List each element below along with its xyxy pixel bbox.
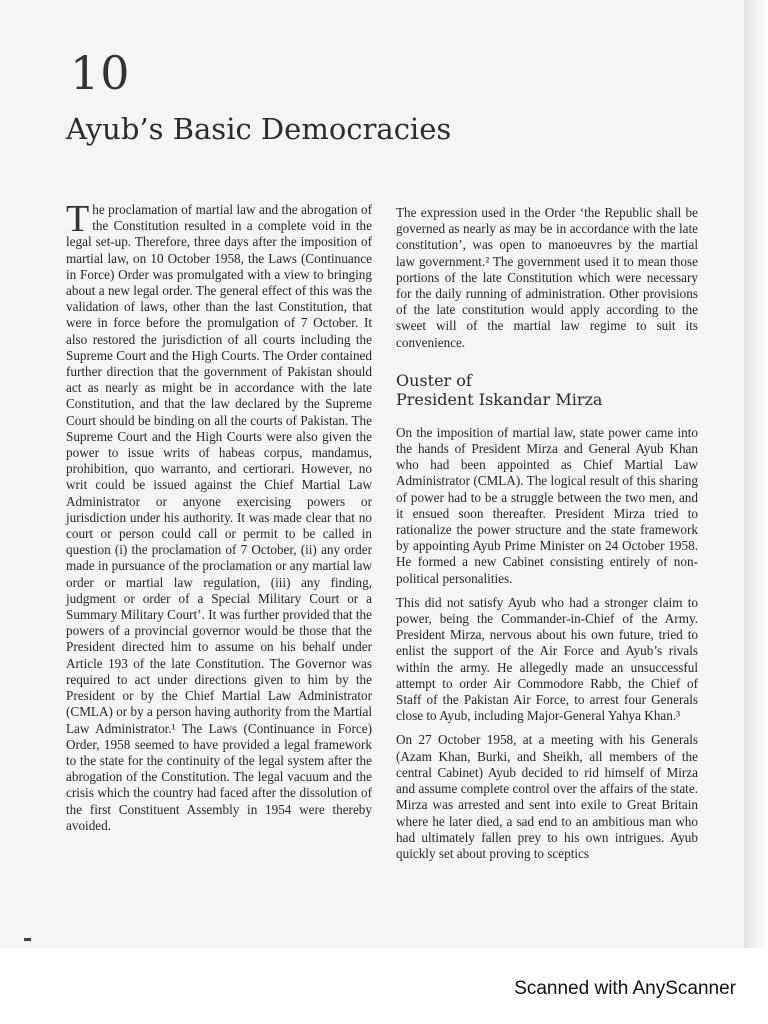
opening-paragraph-text: he proclamation of martial law and the abrogation of the Constitution resulted in a complete void in the legal set-up. Therefore, three days after the imposition of martial law, on 10 October 1958, the Laws (Continuance in Force) Order was promulgated with a view to bringing about a new legal order. The general effect of this was the validation of laws, other than the last Constitution, that were in force before the promulgation of 7 October. It also restored the jurisdiction of all courts including the Supreme Court and the High Courts. The Order contained further direction that the government of Pakistan should act as nearly as might be in accordance with the late Constitution, and that the law declared by the Supreme Court should be binding on all the courts of Pakistan. The Supreme Court and the High Courts were also given the power to issue writs of habeas corpus, mandamus, prohibition, quo warranto, and certiorari. However, no writ could be issued against the Chief Martial Law Administrator or anyone exercising powers or jurisdiction under his authority. It was made clear that no court or person could call or permit to be called in question (i) the proclamation of 7 October, (ii) any order made in pursuance of the proclamation or any martial law order or martial law regulation, (iii) any finding, judgment or order of a Special Military Court or a Summary Military Court’. It was further provided that the powers of a provincial governor would be those that the President directed him to assume on his behalf under Article 193 of the late Constitution. The Governor was required to act under directions given to him by the President or by the Chief Martial Law Administrator (CMLA) or by a person having authority from the Martial Law Administrator.¹ The Laws (Continuance in Force) Order, 1958 seemed to have provided a legal framework to the state for the continuity of the legal system after the abrogation of the Constitution. The legal vacuum and the crisis which the country had faced after the dissolution of the first Constituent Assembly in 1954 were thereby avoided. xyxy=(66,202,372,833)
scanner-watermark: Scanned with AnyScanner xyxy=(514,978,736,999)
intro-paragraph: The expression used in the Order ‘the Republic shall be governed as nearly as may be in accordance with the late constitution’, was open to manoeuvres by the martial law government.² The government used it to mean those portions of the late Constitution which were necessary for the daily running of administration. Other provisions of the late constitution would apply according to the sweet will of the martial law regime to suit its convenience. xyxy=(396,205,698,350)
section-heading-line-2: President Iskandar Mirza xyxy=(396,389,603,409)
drop-cap: T xyxy=(66,198,90,240)
body-paragraph: This did not satisfy Ayub who had a stronger claim to power, being the Commander-in-Chief of the Army. President Mirza, nervous about his own future, tried to enlist the support of the Air Force and Ayub’s rivals within the army. He allegedly made an unsuccessful attempt to order Air Commodore Rabb, the Chief of Staff of the Pakistan Air Force, to arrest four Generals close to Ayub, including Major-General Yahya Khan.³ xyxy=(396,594,698,724)
chapter-number: 10 xyxy=(70,46,131,100)
right-column xyxy=(396,205,698,862)
body-paragraph: On the imposition of martial law, state power came into the hands of President Mirza and General Ayub Khan who had been appointed as Chief Martial Law Administrator (CMLA). The logical result of this sharing of power had to be a struggle between the two men, and it ensued soon thereafter. President Mirza tried to rationalize the power structure and the state framework by appointing Ayub Prime Minister on 24 October 1958. He formed a new Cabinet consisting entirely of non-political personalities. xyxy=(396,424,698,586)
section-heading xyxy=(396,371,698,409)
left-column xyxy=(66,198,372,834)
section-heading-line-1: Ouster of xyxy=(396,370,472,390)
chapter-title: Ayub’s Basic Democracies xyxy=(66,112,452,146)
page-edge-shadow xyxy=(744,0,768,948)
corner-mark xyxy=(24,938,31,941)
body-paragraph: On 27 October 1958, at a meeting with his Generals (Azam Khan, Burki, and Sheikh, all members of the central Cabinet) Ayub decided to rid himself of Mirza and assume complete control over the affairs of the state. Mirza was arrested and sent into exile to Great Britain where he later died, a sad end to an ambitious man who had ultimately fallen prey to his own intrigues. Ayub quickly set about proving to sceptics xyxy=(396,732,698,861)
opening-paragraph xyxy=(66,198,372,834)
